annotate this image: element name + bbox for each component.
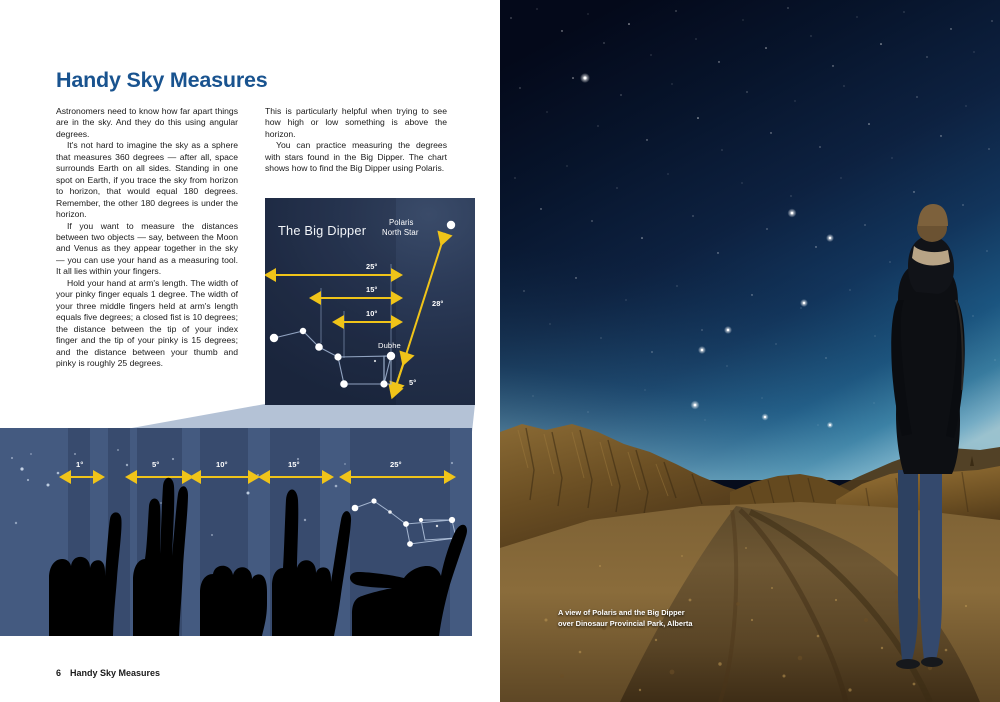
paragraph: This is particularly helpful when trying to see how high or low something is above the horizon. [265,106,447,139]
measure-label-10deg: 10° [216,460,228,469]
hand-silhouette-three-fingers [133,478,188,636]
photo-graphic [500,0,1000,702]
paragraph: It's not hard to imagine the sky as a sphere that measures 360 degrees — after all, space surrounds Earth on all sides. Standing in one spot on Earth, if you trace the sky from horizon to horizon, that would equal 180 degrees. Remember, the other 180 degrees is under the horizon. [56,140,238,220]
footer-section-title: Handy Sky Measures [70,668,161,678]
measure-label-10: 10° [366,309,378,318]
paragraph: You can practice measuring the degrees with stars found in the Big Dipper. The chart shows how to find the Big Dipper using Polaris. [265,140,447,174]
body-column-left [56,106,238,369]
page-footer [56,668,160,678]
caption-line-2: over Dinosaur Provincial Park, Alberta [558,618,693,628]
measure-label-28: 28° [432,299,444,308]
measure-label-5deg: 5° [152,460,160,469]
big-dipper-chart [265,198,475,405]
measure-label-15deg: 15° [288,460,300,469]
hand-silhouette-shaka [350,525,467,636]
measure-label-25deg: 25° [390,460,402,469]
polaris-label-line1: Polaris [389,218,414,227]
hand-silhouette-horns [272,490,351,637]
measure-label-1deg: 1° [76,460,84,469]
photograph [500,0,1000,702]
photo-caption [558,608,798,629]
paragraph: Astronomers need to know how far apart things are in the sky. And they do this using angular degrees. [56,106,238,139]
measure-label-25: 25° [366,262,378,271]
caption-line-1: A view of Polaris and the Big Dipper [558,608,685,617]
dubhe-label: Dubhe [378,341,401,350]
measure-label-5: 5° [409,378,417,387]
hand-silhouette-fist [200,566,267,636]
measure-label-15: 15° [366,285,378,294]
hand-measures-chart [0,428,472,636]
body-column-right [265,106,447,175]
page-title: Handy Sky Measures [56,68,268,92]
page-number: 6 [56,668,62,678]
paragraph: If you want to measure the distances between two objects — say, between the Moon and Venus as they appear together in the sky — you can use your hand as a measuring tool. It all lies within your fingers. [56,220,238,277]
chart-title: The Big Dipper [278,223,367,238]
left-page [0,0,495,702]
hand-silhouette-pinky [49,512,122,636]
polaris-label-line2: North Star [382,228,419,237]
paragraph: Hold your hand at arm's length. The width of your pinky finger equals 1 degree. The width of your three middle fingers held at arm's length equals five degrees; a closed fist is 10 degrees; the distance between the tip of your index finger and the tip of your pinky is 15 degrees; and the distance between your thumb and pinky is roughly 25 degrees. [56,277,238,368]
